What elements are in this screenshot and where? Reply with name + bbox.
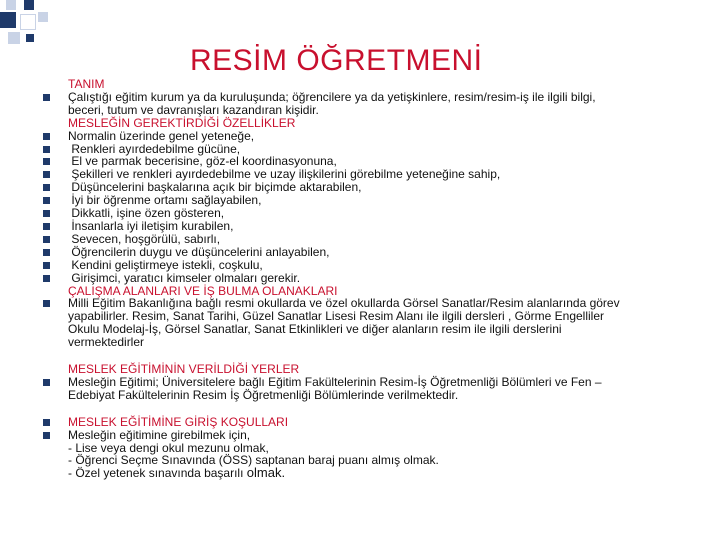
square-bullet-icon: [43, 171, 50, 178]
line-text: Normalin üzerinde genel yeteneğe,: [68, 128, 255, 143]
square-bullet-icon: [43, 249, 50, 256]
line-text: Şekilleri ve renkleri ayırdedebilme ve uzay ilişkilerini görebilme yeteneğine sahip,: [68, 167, 501, 182]
line-text: Okulu Modelaj-İş, Görsel Sanatlar, Sanat Etkinlikleri ve diğer alanların resim ile ilgili derslerini: [68, 322, 562, 337]
slide-body: [68, 78, 708, 480]
square-bullet-icon: [43, 158, 50, 165]
spacer: [68, 349, 708, 363]
square-bullet-icon: [43, 236, 50, 243]
square-bullet-icon: [43, 133, 50, 140]
body-line: [68, 389, 708, 402]
line-text: MESLEĞİN GEREKTİRDİĞİ ÖZELLİKLER: [68, 115, 296, 130]
line-text: MESLEK EĞİTİMİNİN VERİLDİĞİ YERLER: [68, 362, 300, 377]
line-text: beceri, tutum ve davranışları kazandıran kişidir.: [68, 102, 319, 117]
line-text: Dikkatli, işine özen gösteren,: [68, 206, 225, 221]
line-text: El ve parmak becerisine, göz-el koordinasyonuna,: [68, 154, 337, 169]
square-bullet-icon: [43, 146, 50, 153]
line-text: vermektedirler: [68, 335, 145, 350]
line-text: Mesleğin Eğitimi; Üniversitelere bağlı Eğitim Fakültelerinin Resim-İş Öğretmenliği Bölümleri ve Fen –: [68, 374, 602, 389]
line-text: - Öğrenci Seçme Sınavında (ÖSS) saptanan baraj puanı almış olmak.: [68, 453, 439, 468]
line-text: Kendini geliştirmeye istekli, coşkulu,: [68, 257, 263, 272]
line-text-tail: olmak.: [246, 465, 286, 481]
line-text: Edebiyat Fakültelerinin Resim İş Öğretmenliği Bölümlerinde verilmektedir.: [68, 387, 459, 402]
square-bullet-icon: [43, 184, 50, 191]
line-text: - Özel yetenek sınavında başarılı: [68, 466, 247, 481]
line-text: - Lise veya dengi okul mezunu olmak,: [68, 440, 269, 455]
line-text: İnsanlarla iyi iletişim kurabilen,: [68, 218, 234, 233]
line-text: Sevecen, hoşgörülü, sabırlı,: [68, 231, 221, 246]
body-line: [68, 467, 708, 480]
square-bullet-icon: [43, 197, 50, 204]
line-text: ÇALIŞMA ALANLARI VE İŞ BULMA OLANAKLARI: [68, 283, 338, 298]
line-text: yapabilirler. Resim, Sanat Tarihi, Güzel Sanatlar Lisesi Resim Alanı ile ilgili dersleri , Görme Engelliler: [68, 309, 604, 324]
page-title: RESİM ÖĞRETMENİ: [190, 44, 483, 77]
body-line: [68, 323, 708, 336]
square-bullet-icon: [43, 275, 50, 282]
square-bullet-icon: [43, 94, 50, 101]
body-line: [68, 336, 708, 349]
square-bullet-icon: [43, 379, 50, 386]
corner-decoration: [0, 0, 60, 52]
square-bullet-icon: [43, 432, 50, 439]
line-text: TANIM: [68, 77, 105, 91]
line-text: Çalıştığı eğitim kurum ya da kuruluşunda; öğrencilere ya da yetişkinlere, resim/resim-iş ile ilgili bilgi,: [68, 89, 596, 104]
square-bullet-icon: [43, 210, 50, 217]
line-text: Milli Eğitim Bakanlığına bağlı resmi okullarda ve özel okullarda Görsel Sanatlar/Resim alanlarında görev: [68, 296, 620, 311]
line-text: Mesleğin eğitimine girebilmek için,: [68, 427, 251, 442]
square-bullet-icon: [43, 419, 50, 426]
spacer: [68, 402, 708, 416]
square-bullet-icon: [43, 262, 50, 269]
line-text: Renkleri ayırdedebilme gücüne,: [68, 141, 241, 156]
square-bullet-icon: [43, 223, 50, 230]
square-bullet-icon: [43, 300, 50, 307]
line-text: Düşüncelerini başkalarına açık bir biçimde aktarabilen,: [68, 180, 362, 195]
line-text: Girişimci, yaratıcı kimseler olmaları gerekir.: [68, 270, 301, 285]
line-text: Öğrencilerin duygu ve düşüncelerini anlayabilen,: [68, 244, 330, 259]
line-text: İyi bir öğrenme ortamı sağlayabilen,: [68, 193, 262, 208]
line-text: MESLEK EĞİTİMİNE GİRİŞ KOŞULLARI: [68, 414, 289, 429]
